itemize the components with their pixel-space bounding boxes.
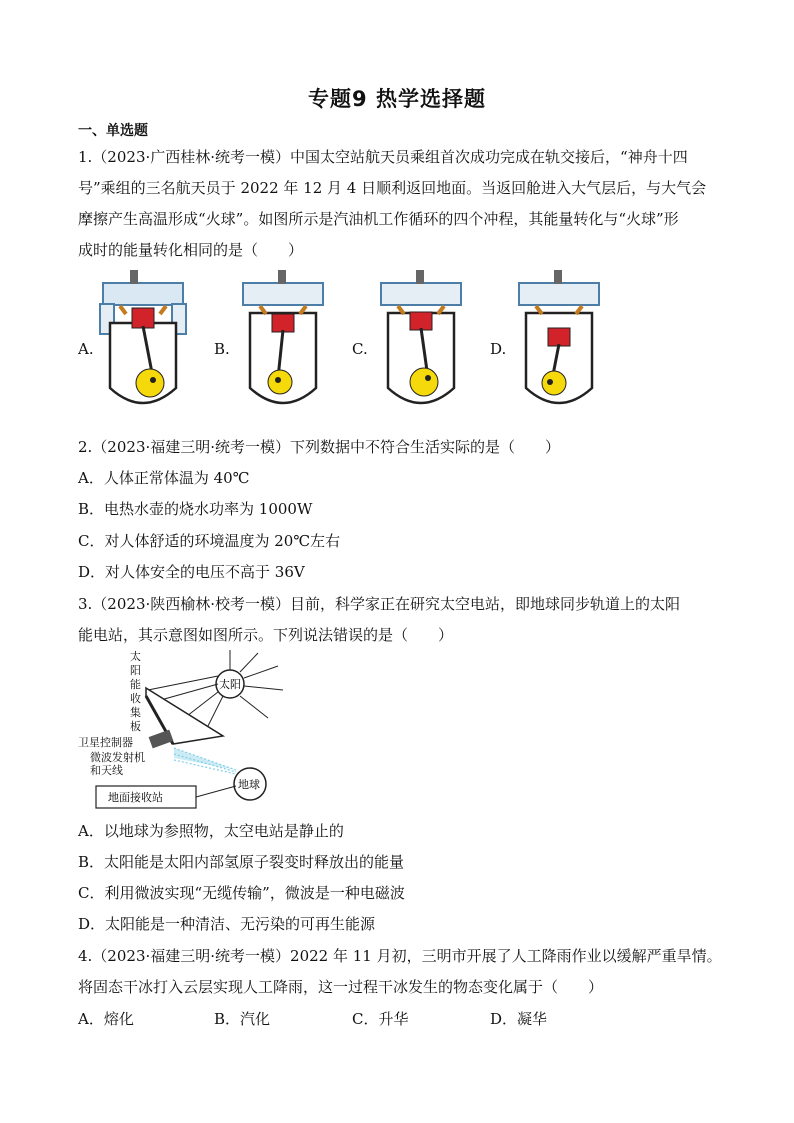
q2-option-d: D．对人体安全的电压不高于 36V: [78, 563, 305, 581]
q4-option-d: D．凝华: [490, 1010, 548, 1028]
q1-line4: 成时的能量转化相同的是（ ）: [78, 241, 304, 259]
page-title: 专题9 热学选择题: [308, 87, 486, 111]
q3-option-b: B．太阳能是太阳内部氢原子裂变时释放出的能量: [78, 853, 405, 871]
q1-option-a-label: A.: [78, 340, 94, 358]
controller-label: 卫星控制器: [78, 736, 133, 749]
q1-line3: 摩擦产生高温形成“火球”。如图所示是汽油机工作循环的四个冲程，其能量转化与“火球”形: [78, 210, 679, 228]
q2-option-b: B．电热水壶的烧水功率为 1000W: [78, 500, 313, 518]
engine-figure-b: [238, 268, 328, 418]
q4-line1: 4.（2023·福建三明·统考一模）2022 年 11 月初，三明市开展了人工降雨作业以缓解严重旱情。: [78, 947, 722, 965]
q3-line1: 3.（2023·陕西榆林·校考一模）目前，科学家正在研究太空电站，即地球同步轨道上的太阳: [78, 595, 681, 613]
q2-option-c: C．对人体舒适的环境温度为 20℃左右: [78, 532, 341, 550]
q1-option-c-label: C.: [352, 340, 368, 358]
q1-option-d-label: D.: [490, 340, 507, 358]
q4-option-a: A．熔化: [78, 1010, 134, 1028]
q2-stem: 2.（2023·福建三明·统考一模）下列数据中不符合生活实际的是（ ）: [78, 438, 561, 456]
q1-line2: 号”乘组的三名航天员于 2022 年 12 月 4 日顺利返回地面。当返回舱进入大气层后，与大气会: [78, 179, 707, 197]
earth-label: 地球: [238, 778, 260, 791]
q3-option-a: A．以地球为参照物，太空电站是静止的: [78, 822, 344, 840]
section-heading: 一、单选题: [78, 123, 148, 139]
engine-figure-a: [98, 268, 188, 418]
antenna-label: 和天线: [90, 764, 123, 777]
q1-line1: 1.（2023·广西桂林·统考一模）中国太空站航天员乘组首次成功完成在轨交接后，“神舟十四: [78, 148, 688, 166]
q4-option-c: C．升华: [352, 1010, 409, 1028]
engine-figure-c: [376, 268, 466, 418]
q4-line2: 将固态干冰打入云层实现人工降雨，这一过程干冰发生的物态变化属于（ ）: [78, 978, 604, 996]
space-station-diagram: [78, 648, 298, 813]
q3-option-c: C．利用微波实现“无缆传输”，微波是一种电磁波: [78, 884, 405, 902]
q1-option-b-label: B.: [214, 340, 230, 358]
microwave-label: 微波发射机: [90, 751, 145, 764]
q4-option-b: B．汽化: [214, 1010, 271, 1028]
q3-line2: 能电站，其示意图如图所示。下列说法错误的是（ ）: [78, 626, 454, 644]
panel-label-char: 阳: [130, 664, 141, 677]
sun-label: 太阳: [219, 678, 241, 691]
panel-label-char: 收: [130, 692, 141, 705]
panel-label-char: 板: [130, 720, 141, 733]
panel-label-char: 能: [130, 678, 141, 691]
panel-label-char: 集: [130, 706, 141, 719]
q2-option-a: A．人体正常体温为 40℃: [78, 469, 250, 487]
q3-option-d: D．太阳能是一种清洁、无污染的可再生能源: [78, 915, 376, 933]
engine-figure-d: [514, 268, 604, 418]
panel-label-char: 太: [130, 650, 141, 663]
station-label: 地面接收站: [108, 791, 163, 804]
